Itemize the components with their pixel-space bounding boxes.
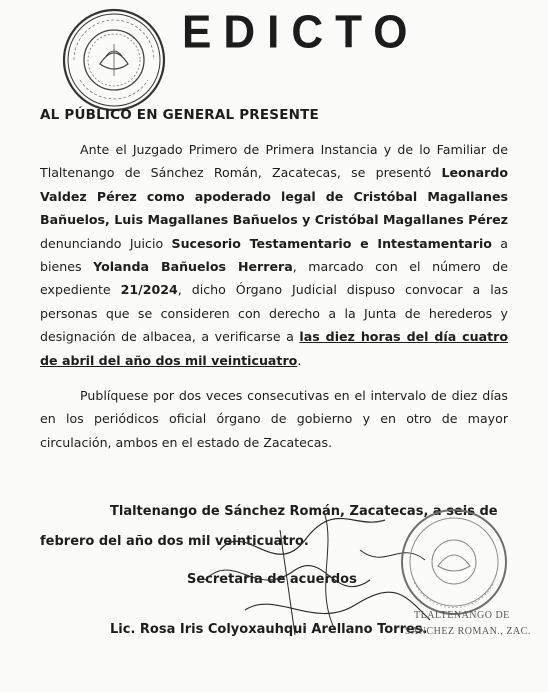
decedent-name: Yolanda Bañuelos Herrera: [93, 259, 293, 275]
document-title: EDICTO: [182, 6, 420, 59]
signer-name: Lic. Rosa Iris Colyoxauhqui Arellano Torres.: [110, 622, 428, 637]
petitioner-names: Leonardo Valdez Pérez como apoderado legal de Cristóbal Magallanes Bañuelos, Luis Magallanes Bañuelos y Cristóbal Magallanes Pérez: [40, 165, 508, 228]
court-seal-emblem: [60, 6, 168, 114]
official-stamp: [398, 506, 510, 618]
place-date-line-2: febrero del año dos mil veinticuatro.: [40, 534, 309, 549]
edict-paragraph-1: [40, 138, 508, 372]
edict-body: [40, 138, 508, 454]
trial-type: Sucesorio Testamentario e Intestamentario: [171, 235, 492, 251]
audience-heading: AL PÚBLICO EN GENERAL PRESENTE: [40, 107, 319, 123]
hearing-datetime: las diez horas del día cuatro de abril del año dos mil veinticuatro: [40, 329, 508, 368]
text-fragment: Ante el Juzgado Primero de Primera Instancia y de lo Familiar de Tlaltenango de Sánchez Román, Zacatecas, se presentó: [40, 142, 508, 181]
text-fragment: , marcado con el número de expediente: [40, 259, 508, 298]
text-fragment: .: [297, 352, 302, 368]
signer-role: Secretaria de acuerdos: [187, 572, 357, 587]
edict-paragraph-2: Publíquese por dos veces consecutivas en el intervalo de diez días en los periódicos oficial órgano de gobierno y en otro de mayor circulación, ambos en el estado de Zacatecas.: [40, 388, 508, 450]
text-fragment: a bienes: [40, 235, 508, 275]
case-number: 21/2024: [120, 282, 178, 298]
text-fragment: denunciando Juicio: [40, 235, 172, 251]
stamp-caption-line-1: TLALTENANGO DE: [414, 610, 510, 621]
text-fragment: , dicho Órgano Judicial dispuso convocar a las personas que se consideren con derecho a la Junta de herederos y designación de albacea, a verificarse a: [40, 282, 509, 345]
place-date-line-1: Tlaltenango de Sánchez Román, Zacatecas, a seis de: [110, 504, 498, 519]
stamp-caption-line-2: SANCHEZ ROMAN., ZAC.: [405, 626, 531, 637]
